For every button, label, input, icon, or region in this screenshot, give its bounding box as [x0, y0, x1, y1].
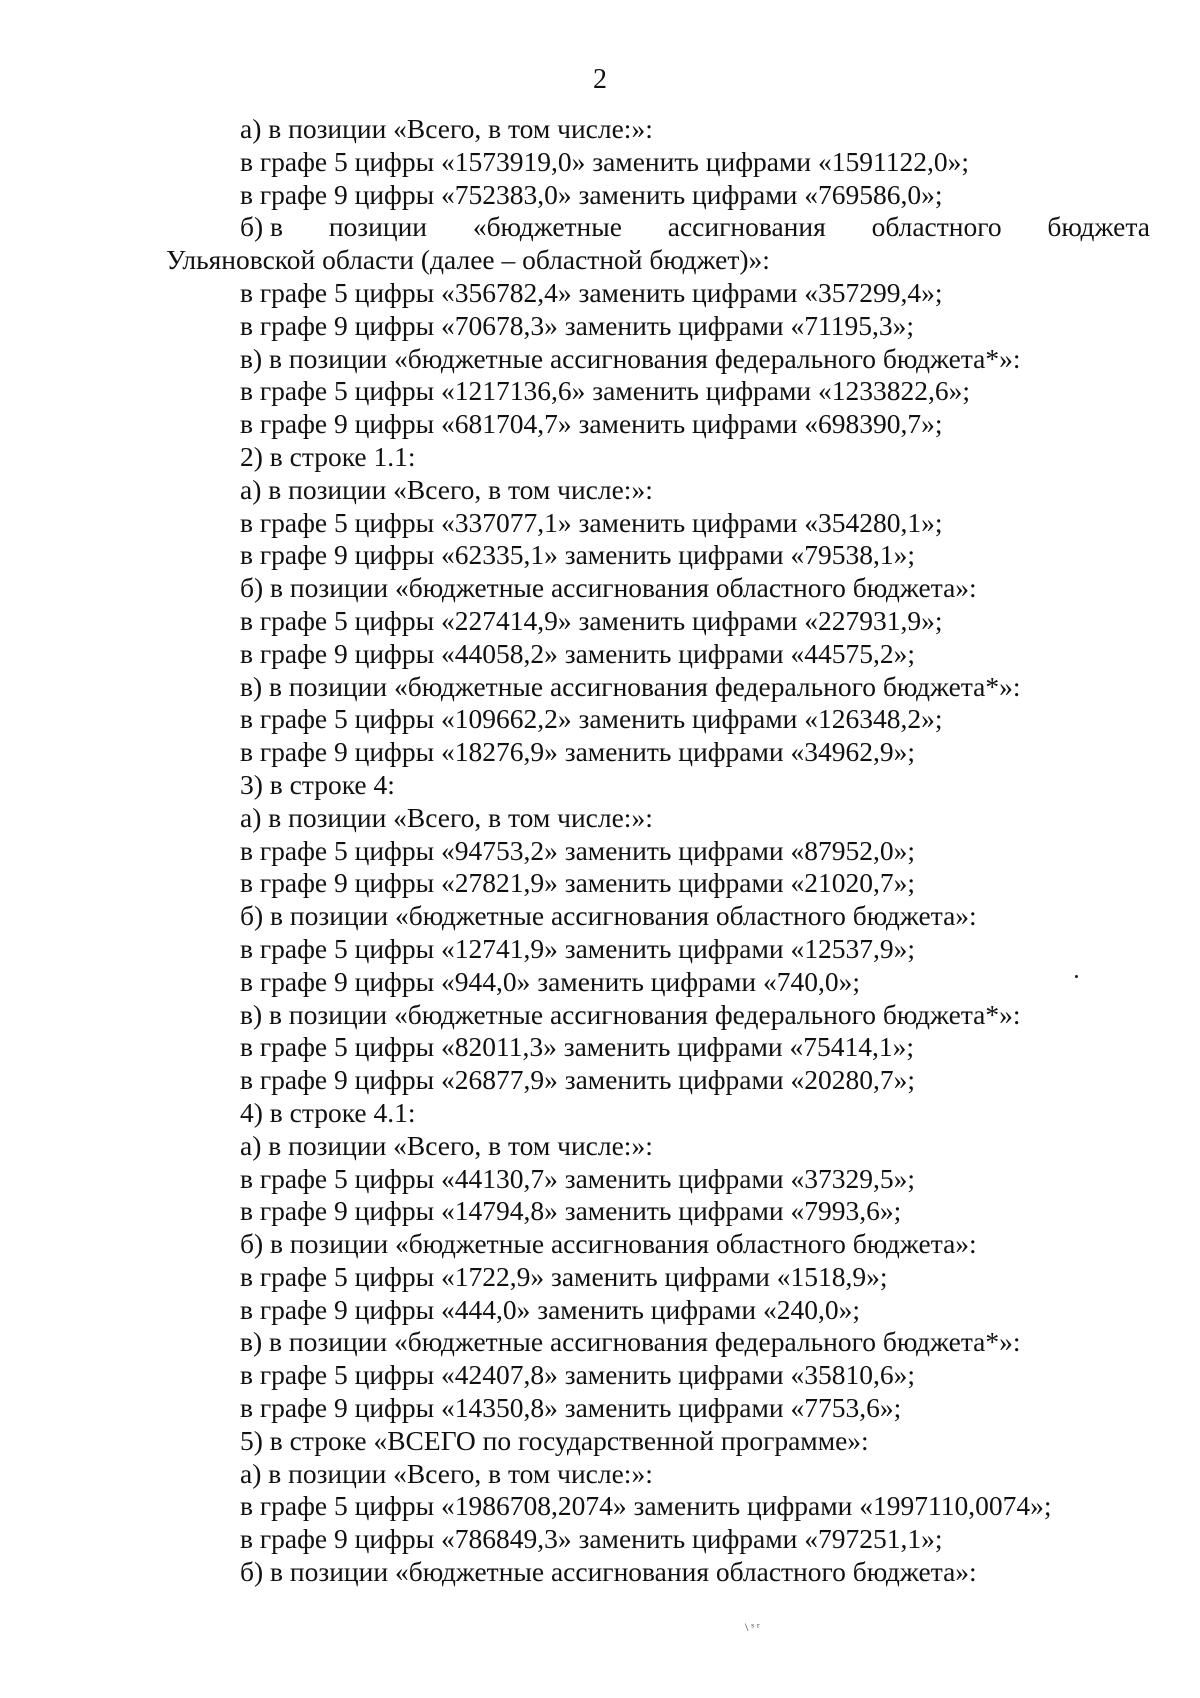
scan-speck — [1075, 975, 1078, 978]
document-line: в графе 5 цифры «1986708,2074» заменить цифрами «1997110,0074»; — [240, 1490, 1052, 1522]
justified-word: бюджета — [1047, 211, 1150, 243]
document-line: 3) в строке 4: — [240, 768, 395, 800]
document-line: в графе 5 цифры «94753,2» заменить цифрами «87952,0»; — [240, 834, 915, 866]
document-line: в графе 9 цифры «70678,3» заменить цифрами «71195,3»; — [240, 309, 914, 341]
document-line: в графе 5 цифры «44130,7» заменить цифрами «37329,5»; — [240, 1162, 915, 1194]
document-line: 5) в строке «ВСЕГО по государственной программе»: — [240, 1424, 869, 1456]
document-line: б) в позиции «бюджетные ассигнования областного бюджета»: — [240, 900, 977, 932]
document-line: а) в позиции «Всего, в том числе:»: — [240, 473, 653, 505]
document-line: 4) в строке 4.1: — [240, 1096, 416, 1128]
document-line: в графе 5 цифры «82011,3» заменить цифрами «75414,1»; — [240, 1031, 914, 1063]
document-body — [166, 113, 1150, 1589]
document-line: в графе 9 цифры «444,0» заменить цифрами «240,0»; — [240, 1293, 860, 1325]
document-line: а) в позиции «Всего, в том числе:»: — [240, 1129, 653, 1161]
document-line: в графе 9 цифры «786849,3» заменить цифрами «797251,1»; — [240, 1523, 943, 1555]
document-line: в графе 5 цифры «42407,8» заменить цифрами «35810,6»; — [240, 1359, 915, 1391]
document-line: в) в позиции «бюджетные ассигнования федерального бюджета*»: — [240, 342, 1021, 374]
document-line: б) в позиции «бюджетные ассигнования областного бюджета»: — [240, 1556, 977, 1588]
document-line — [240, 211, 1150, 244]
document-line: в) в позиции «бюджетные ассигнования федерального бюджета*»: — [240, 998, 1021, 1030]
document-line: в графе 9 цифры «681704,7» заменить цифрами «698390,7»; — [240, 408, 943, 440]
justified-word: позиции — [328, 211, 428, 243]
document-line: в графе 5 цифры «1217136,6» заменить цифрами «1233822,6»; — [240, 375, 970, 407]
document-line: в графе 9 цифры «26877,9» заменить цифрами «20280,7»; — [240, 1064, 915, 1096]
justified-word: ассигнования — [667, 211, 826, 243]
document-line: в графе 9 цифры «14794,8» заменить цифрами «7993,6»; — [240, 1195, 902, 1227]
document-line: в графе 5 цифры «1722,9» заменить цифрами «1518,9»; — [240, 1260, 888, 1292]
document-line: б) в позиции «бюджетные ассигнования областного бюджета»: — [240, 1228, 977, 1260]
document-line: в графе 5 цифры «1573919,0» заменить цифрами «1591122,0»; — [240, 145, 969, 177]
document-line: в графе 5 цифры «109662,2» заменить цифрами «126348,2»; — [240, 703, 943, 735]
document-line: в графе 9 цифры «44058,2» заменить цифрами «44575,2»; — [240, 637, 915, 669]
document-line: в графе 9 цифры «62335,1» заменить цифрами «79538,1»; — [240, 539, 915, 571]
document-line: а) в позиции «Всего, в том числе:»: — [240, 113, 653, 144]
scan-marks: \ ˢ ʳ — [745, 1620, 760, 1634]
document-line: в графе 9 цифры «944,0» заменить цифрами «740,0»; — [240, 965, 860, 997]
document-line: в) в позиции «бюджетные ассигнования федерального бюджета*»: — [240, 1326, 1021, 1358]
document-line: в) в позиции «бюджетные ассигнования федерального бюджета*»: — [240, 670, 1021, 702]
document-line: в графе 5 цифры «227414,9» заменить цифрами «227931,9»; — [240, 604, 943, 636]
page-number: 2 — [593, 64, 607, 95]
justified-word: «бюджетные — [472, 211, 622, 243]
justified-word: областного — [871, 211, 1002, 243]
document-line: в графе 5 цифры «337077,1» заменить цифрами «354280,1»; — [240, 506, 943, 538]
document-line: а) в позиции «Всего, в том числе:»: — [240, 801, 653, 833]
document-line: в графе 9 цифры «752383,0» заменить цифрами «769586,0»; — [240, 178, 943, 210]
document-line: в графе 5 цифры «356782,4» заменить цифрами «357299,4»; — [240, 276, 943, 308]
justified-word: б) в — [240, 211, 284, 243]
document-line: Ульяновской области (далее – областной бюджет)»: — [166, 244, 770, 276]
document-line: б) в позиции «бюджетные ассигнования областного бюджета»: — [240, 572, 977, 604]
document-line: 2) в строке 1.1: — [240, 440, 416, 472]
document-line: а) в позиции «Всего, в том числе:»: — [240, 1457, 653, 1489]
document-line: в графе 5 цифры «12741,9» заменить цифрами «12537,9»; — [240, 932, 915, 964]
document-line: в графе 9 цифры «27821,9» заменить цифрами «21020,7»; — [240, 867, 915, 899]
document-line: в графе 9 цифры «14350,8» заменить цифрами «7753,6»; — [240, 1392, 902, 1424]
document-line: в графе 9 цифры «18276,9» заменить цифрами «34962,9»; — [240, 736, 915, 768]
